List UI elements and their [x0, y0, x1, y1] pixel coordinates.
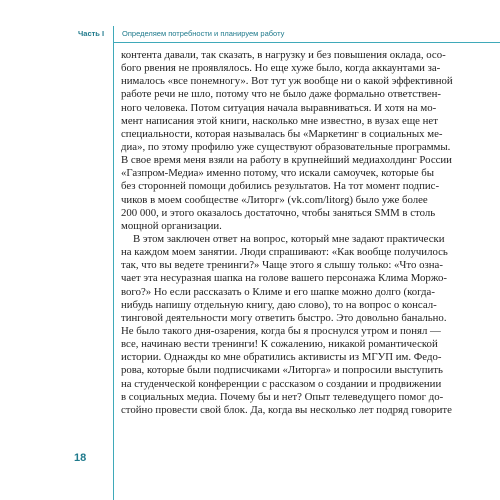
text-line: «Газпром-Медиа» именно потому, что искали самоучек, которые бы	[121, 167, 435, 180]
text-line: В этом заключен ответ на вопрос, который мне задают практически	[133, 232, 445, 245]
margin-rule	[113, 42, 114, 500]
text-line: истории. Однажды ко мне обратились активисты из МГУП им. Федо-	[121, 351, 442, 364]
text-line: нибудь напишу отдельную книгу, даю слово), то на вопрос о консал-	[121, 298, 437, 311]
text-line: В свое время меня взяли на работу в крупнейший медиахолдинг России	[121, 154, 452, 167]
text-line: Не было такого дня-озарения, когда бы я проснулся утром и понял —	[121, 324, 441, 337]
text-line: мент написания этой книги, насколько мне известно, в вузах еще нет	[121, 114, 438, 127]
header-section-title: Определяем потребности и планируем работу	[122, 29, 285, 38]
text-line: тинговой деятельности могу ответить быстро. Это довольно банально.	[121, 311, 447, 324]
text-line: вого?» Но если рассказать о Климе и его шапке можно долго (когда-	[121, 285, 435, 298]
text-line: диа», по этому профилю уже существуют образовательные программы.	[121, 140, 451, 153]
text-line: чает эта несуразная шапка на голове вашего персонажа Клима Моржо-	[121, 272, 448, 285]
text-line: все, начинаю вести тренинги! К сожалению, никакой романтической	[121, 338, 438, 351]
text-line: 200 000, и этого оказалось достаточно, чтобы заняться SMM в столь	[121, 206, 436, 219]
text-line: стойно провести свой блок. Да, когда вы несколько лет подряд говорите	[121, 403, 452, 416]
text-line: в социальных медиа. Почему бы и нет? Опыт телеведущего помог до-	[121, 390, 444, 403]
text-line: контента давали, так сказать, в нагрузку и без повышения оклада, осо-	[121, 49, 446, 61]
header-part-label: Часть I	[78, 29, 105, 38]
text-line: на студенческой конференции с рассказом о создании и продвижении	[121, 377, 442, 390]
text-line: рова, которые были подписчиками «Литорга» и попросили выступить	[121, 364, 443, 377]
text-line: так, что вы ведете тренинги?» Чаще этого я слышу только: «Что озна-	[121, 259, 443, 272]
text-line: специальности, которая называлась бы «Маркетинг в социальных ме-	[121, 127, 443, 140]
header-divider	[113, 26, 114, 42]
header-rule	[113, 42, 500, 43]
text-line: на каждом моем занятии. Люди спрашивают: «Как вообще получилось	[121, 246, 448, 259]
page-number: 18	[74, 452, 87, 464]
text-line: чиков в моем сообществе «Литорг» (vk.com/litorg) было уже более	[121, 193, 428, 206]
running-header	[78, 29, 285, 38]
text-line: мощной организации.	[121, 219, 222, 232]
text-line: работе речи не шло, потому что не было даже формально ответствен-	[121, 88, 442, 101]
text-line: без сторонней помощи добились результатов. На тот момент подпис-	[121, 180, 440, 193]
text-line: нималось «все понемногу». Вот тут уж вообще ни о какой эффективной	[121, 75, 453, 88]
body-text	[121, 49, 453, 417]
text-line: ного человека. Потом ситуация начала выравниваться. И хотя на мо-	[121, 101, 437, 114]
text-line: бого рвения не проявлялось. Но еще хуже было, когда аккаунтами за-	[121, 62, 441, 75]
